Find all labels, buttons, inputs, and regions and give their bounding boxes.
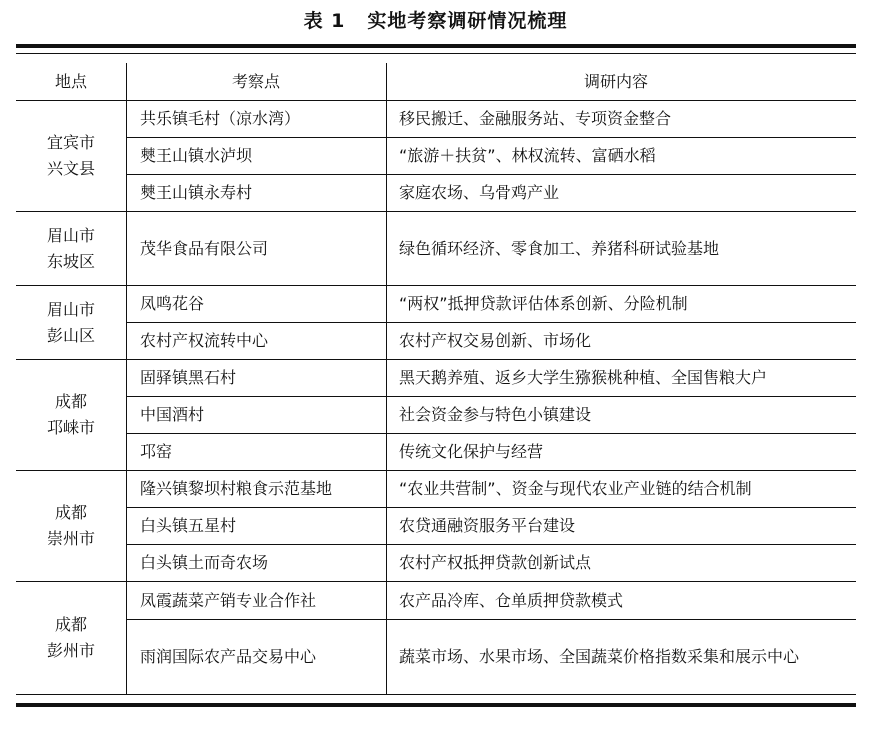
location-cell (16, 212, 126, 285)
site-cell: 凤鸣花谷 (140, 294, 205, 313)
location-cell (16, 582, 126, 694)
content-cell: 蔬菜市场、水果市场、全国蔬菜价格指数采集和展示中心 (399, 647, 800, 666)
site-cell: 中国酒村 (140, 405, 205, 424)
location-city: 成都 (54, 615, 87, 634)
location-city: 成都 (54, 503, 87, 522)
content-cell: 农产品冷库、仓单质押贷款模式 (399, 590, 624, 610)
site-cell: 邛窑 (140, 442, 173, 461)
content-cell: 绿色循环经济、零食加工、养猪科研试验基地 (399, 238, 720, 258)
site-cell: 白头镇土而奇农场 (140, 553, 269, 572)
location-district: 崇州市 (46, 529, 95, 548)
site-cell: 僰王山镇永寿村 (140, 183, 253, 202)
site-cell: 隆兴镇黎坝村粮食示范基地 (140, 479, 333, 498)
content-cell: 黑天鹅养殖、返乡大学生猕猴桃种植、全国售粮大户 (399, 368, 768, 387)
location-cell (16, 101, 126, 211)
site-cell: 凤霞蔬菜产销专业合作社 (140, 590, 317, 610)
location-cell (16, 471, 126, 581)
top-thin-rule (16, 53, 856, 54)
content-cell: “农业共营制”、资金与现代农业产业链的结合机制 (399, 479, 752, 498)
bottom-thin-rule (16, 694, 856, 695)
table-caption-title: 实地考察调研情况梳理 (367, 10, 568, 32)
content-cell: “两权”抵押贷款评估体系创新、分险机制 (399, 294, 688, 313)
location-city: 眉山市 (46, 225, 95, 245)
location-district: 邛崃市 (46, 418, 95, 437)
site-cell: 僰王山镇水泸坝 (140, 146, 253, 165)
location-city: 眉山市 (46, 299, 95, 319)
site-cell: 共乐镇毛村（凉水湾） (140, 109, 301, 128)
content-cell: 农贷通融资服务平台建设 (399, 516, 576, 535)
bottom-thick-rule (16, 703, 856, 707)
location-cell (16, 360, 126, 470)
location-district: 东坡区 (46, 251, 95, 271)
table-caption-number: 表 1 (303, 10, 346, 32)
location-city: 成都 (54, 392, 87, 411)
content-cell: 农村产权抵押贷款创新试点 (399, 553, 592, 572)
header-location: 地点 (54, 71, 87, 91)
location-district: 彭州市 (46, 641, 95, 660)
content-cell: 传统文化保护与经营 (399, 442, 544, 461)
content-cell: 社会资金参与特色小镇建设 (399, 405, 592, 424)
header-content: 调研内容 (583, 71, 648, 91)
site-cell: 白头镇五星村 (140, 516, 237, 535)
site-cell: 农村产权流转中心 (140, 331, 269, 350)
location-district: 彭山区 (46, 325, 95, 345)
site-cell: 茂华食品有限公司 (140, 238, 269, 258)
site-cell: 固驿镇黑石村 (140, 368, 237, 387)
content-cell: 农村产权交易创新、市场化 (399, 331, 592, 350)
content-cell: 移民搬迁、金融服务站、专项资金整合 (399, 109, 672, 128)
location-district: 兴文县 (46, 159, 95, 178)
top-thick-rule (16, 44, 856, 48)
content-cell: “旅游＋扶贫”、林权流转、富硒水稻 (399, 146, 656, 165)
table-caption (0, 6, 871, 33)
site-cell: 雨润国际农产品交易中心 (140, 647, 317, 666)
content-cell: 家庭农场、乌骨鸡产业 (399, 183, 560, 202)
location-city: 宜宾市 (46, 133, 95, 152)
location-cell (16, 286, 126, 359)
header-site: 考察点 (231, 71, 280, 91)
